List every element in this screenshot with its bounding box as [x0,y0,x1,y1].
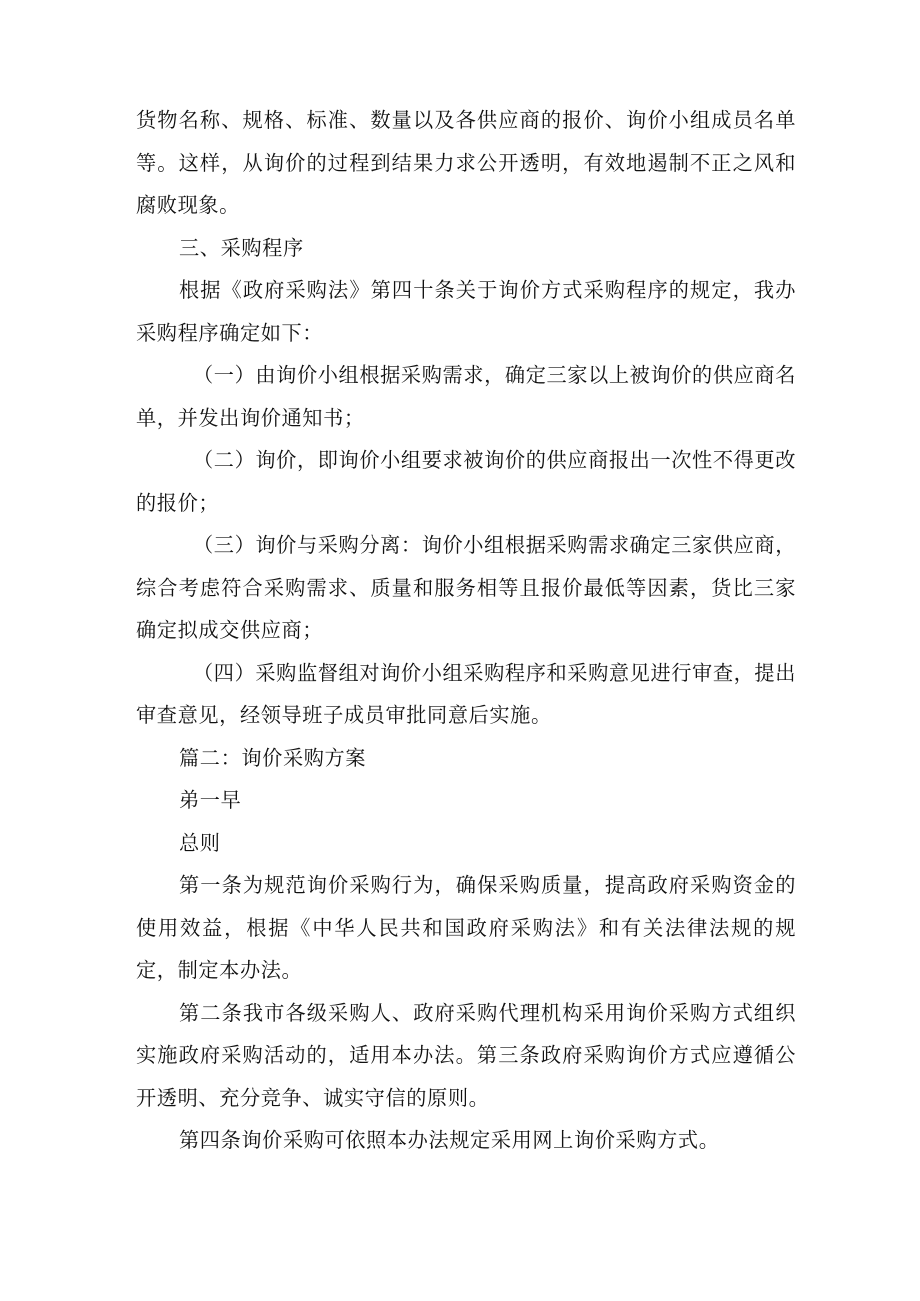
list-item-step-1: （一）由询价小组根据采购需求，确定三家以上被询价的供应商名单，并发出询价通知书； [136,363,796,430]
list-item-step-4: （四）采购监督组对询价小组采购程序和采购意见进行审查，提出审查意见，经领导班子成员审批同意后实施。 [136,660,796,727]
paragraph-procedure-basis: 根据《政府采购法》第四十条关于询价方式采购程序的规定，我办采购程序确定如下： [136,278,796,345]
paragraph-continuation: 货物名称、规格、标准、数量以及各供应商的报价、询价小组成员名单等。这样，从询价的过程到结果力求公开透明，有效地遏制不正之风和腐败现象。 [136,108,796,217]
list-item-step-2: （二）询价，即询价小组要求被询价的供应商报出一次性不得更改的报价； [136,448,796,515]
section-heading-procurement-procedure: 三、采购程序 [179,235,304,260]
section-heading-part-two: 篇二：询价采购方案 [179,745,367,770]
list-item-step-3: （三）询价与采购分离：询价小组根据采购需求确定三家供应商，综合考虑符合采购需求、质量和服务相等且报价最低等因素，货比三家确定拟成交供应商； [136,533,796,642]
article-4: 第四条询价采购可依照本办法规定采用网上询价采购方式。 [179,1128,720,1152]
chapter-heading: 弟一早 [179,788,242,812]
chapter-title-general-provisions: 总则 [179,830,221,855]
document-body [136,99,796,1162]
article-1: 第一条为规范询价采购行为，确保采购质量，提高政府采购资金的使用效益，根据《中华人民共和国政府采购法》和有关法律法规的规定，制定本办法。 [136,873,796,982]
article-2-3: 第二条我市各级采购人、政府采购代理机构采用询价采购方式组织实施政府采购活动的，适用本办法。第三条政府采购询价方式应遵循公开透明、充分竞争、诚实守信的原则。 [136,1000,796,1110]
